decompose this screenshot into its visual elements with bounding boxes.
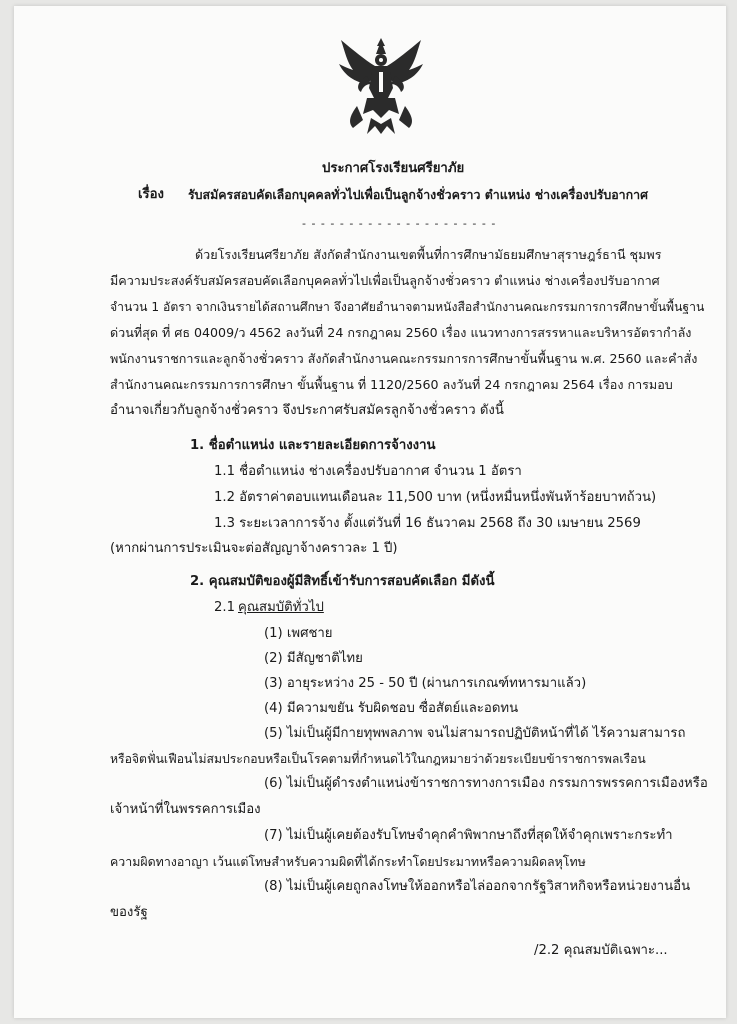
section1-heading: 1. ชื่อตำแหน่ง และรายละเอียดการจ้างงาน: [190, 438, 436, 453]
section1-item: 1.3 ระยะเวลาการจ้าง ตั้งแต่วันที่ 16 ธันวาคม 2568 ถึง 30 เมษายน 2569: [214, 516, 641, 531]
section2-sub-number: 2.1: [214, 600, 235, 615]
qualification-item: (2) มีสัญชาติไทย: [264, 651, 363, 666]
intro-line: พนักงานราชการและลูกจ้างชั่วคราว สังกัดสำนักงานคณะกรรมการการศึกษาขั้นพื้นฐาน พ.ศ. 2560 และคำสั่ง: [110, 351, 698, 366]
qualification-item: (1) เพศชาย: [264, 626, 333, 641]
subject-label: เรื่อง: [138, 187, 164, 202]
intro-line: มีความประสงค์รับสมัครสอบคัดเลือกบุคคลทั่วไปเพื่อเป็นลูกจ้างชั่วคราว ตำแหน่ง ช่างเครื่องปรับอากาศ: [110, 273, 660, 288]
separator-line: - - - - - - - - - - - - - - - - - - - - -: [302, 217, 497, 230]
intro-line: จำนวน 1 อัตรา จากเงินรายได้สถานศึกษา จึงอาศัยอำนาจตามหนังสือสำนักงานคณะกรรมการการศึกษาขั้นพื้นฐาน: [110, 300, 705, 314]
qualification-item: (4) มีความขยัน รับผิดชอบ ซื่อสัตย์และอดทน: [264, 701, 519, 716]
section1-note: (หากผ่านการประเมินจะต่อสัญญาจ้างคราวละ 1 ปี): [110, 541, 398, 556]
qualification-item: (6) ไม่เป็นผู้ดำรงตำแหน่งข้าราชการทางการเมือง กรรมการพรรคการเมืองหรือ: [264, 776, 708, 791]
intro-line: อำนาจเกี่ยวกับลูกจ้างชั่วคราว จึงประกาศรับสมัครลูกจ้างชั่วคราว ดังนี้: [110, 403, 504, 418]
intro-line: ด้วยโรงเรียนศรียาภัย สังกัดสำนักงานเขตพื้นที่การศึกษามัธยมศึกษาสุราษฎร์ธานี ชุมพร: [195, 247, 662, 262]
garuda-emblem-icon: [337, 36, 425, 136]
qualification-item: (7) ไม่เป็นผู้เคยต้องรับโทษจำคุกคำพิพากษาถึงที่สุดให้จำคุกเพราะกระทำ: [264, 828, 673, 843]
document-title: ประกาศโรงเรียนศรียาภัย: [322, 161, 465, 176]
section1-item: 1.2 อัตราค่าตอบแทนเดือนละ 11,500 บาท (หนึ่งหมื่นหนึ่งพันห้าร้อยบาทถ้วน): [214, 490, 657, 505]
qualification-item: (8) ไม่เป็นผู้เคยถูกลงโทษให้ออกหรือไล่ออกจากรัฐวิสาหกิจหรือหน่วยงานอื่น: [264, 879, 691, 894]
section1-item: 1.1 ชื่อตำแหน่ง ช่างเครื่องปรับอากาศ จำนวน 1 อัตรา: [214, 464, 522, 479]
qualification-item-cont: ความผิดทางอาญา เว้นแต่โทษสำหรับความผิดที่ได้กระทำโดยประมาทหรือความผิดลหุโทษ: [110, 854, 586, 869]
subject-text: รับสมัครสอบคัดเลือกบุคคลทั่วไปเพื่อเป็นลูกจ้างชั่วคราว ตำแหน่ง ช่างเครื่องปรับอากาศ: [188, 187, 648, 202]
section2-heading: 2. คุณสมบัติของผู้มีสิทธิ์เข้ารับการสอบคัดเลือก มีดังนี้: [190, 574, 495, 589]
continuation-note: /2.2 คุณสมบัติเฉพาะ...: [534, 943, 668, 958]
qualification-item-cont: เจ้าหน้าที่ในพรรคการเมือง: [110, 802, 261, 817]
intro-line: สำนักงานคณะกรรมการการศึกษา ขั้นพื้นฐาน ที่ 1120/2560 ลงวันที่ 24 กรกฎาคม 2564 เรื่อง การมอบ: [110, 377, 673, 392]
qualification-item: (5) ไม่เป็นผู้มีกายทุพพลภาพ จนไม่สามารถปฏิบัติหน้าที่ได้ ไร้ความสามารถ: [264, 726, 686, 741]
qualification-item: (3) อายุระหว่าง 25 - 50 ปี (ผ่านการเกณฑ์ทหารมาแล้ว): [264, 676, 587, 691]
intro-line: ด่วนที่สุด ที่ ศธ 04009/ว 4562 ลงวันที่ 24 กรกฎาคม 2560 เรื่อง แนวทางการสรรหาและบริหารอัตรากำลัง: [110, 325, 692, 340]
qualification-item-cont: ของรัฐ: [110, 905, 148, 920]
section2-sub-heading: คุณสมบัติทั่วไป: [238, 600, 324, 615]
qualification-item-cont: หรือจิตฟั่นเฟือนไม่สมประกอบหรือเป็นโรคตามที่กำหนดไว้ในกฎหมายว่าด้วยระเบียบข้าราชการพลเรือน: [110, 752, 646, 766]
document-page: [14, 6, 726, 1018]
